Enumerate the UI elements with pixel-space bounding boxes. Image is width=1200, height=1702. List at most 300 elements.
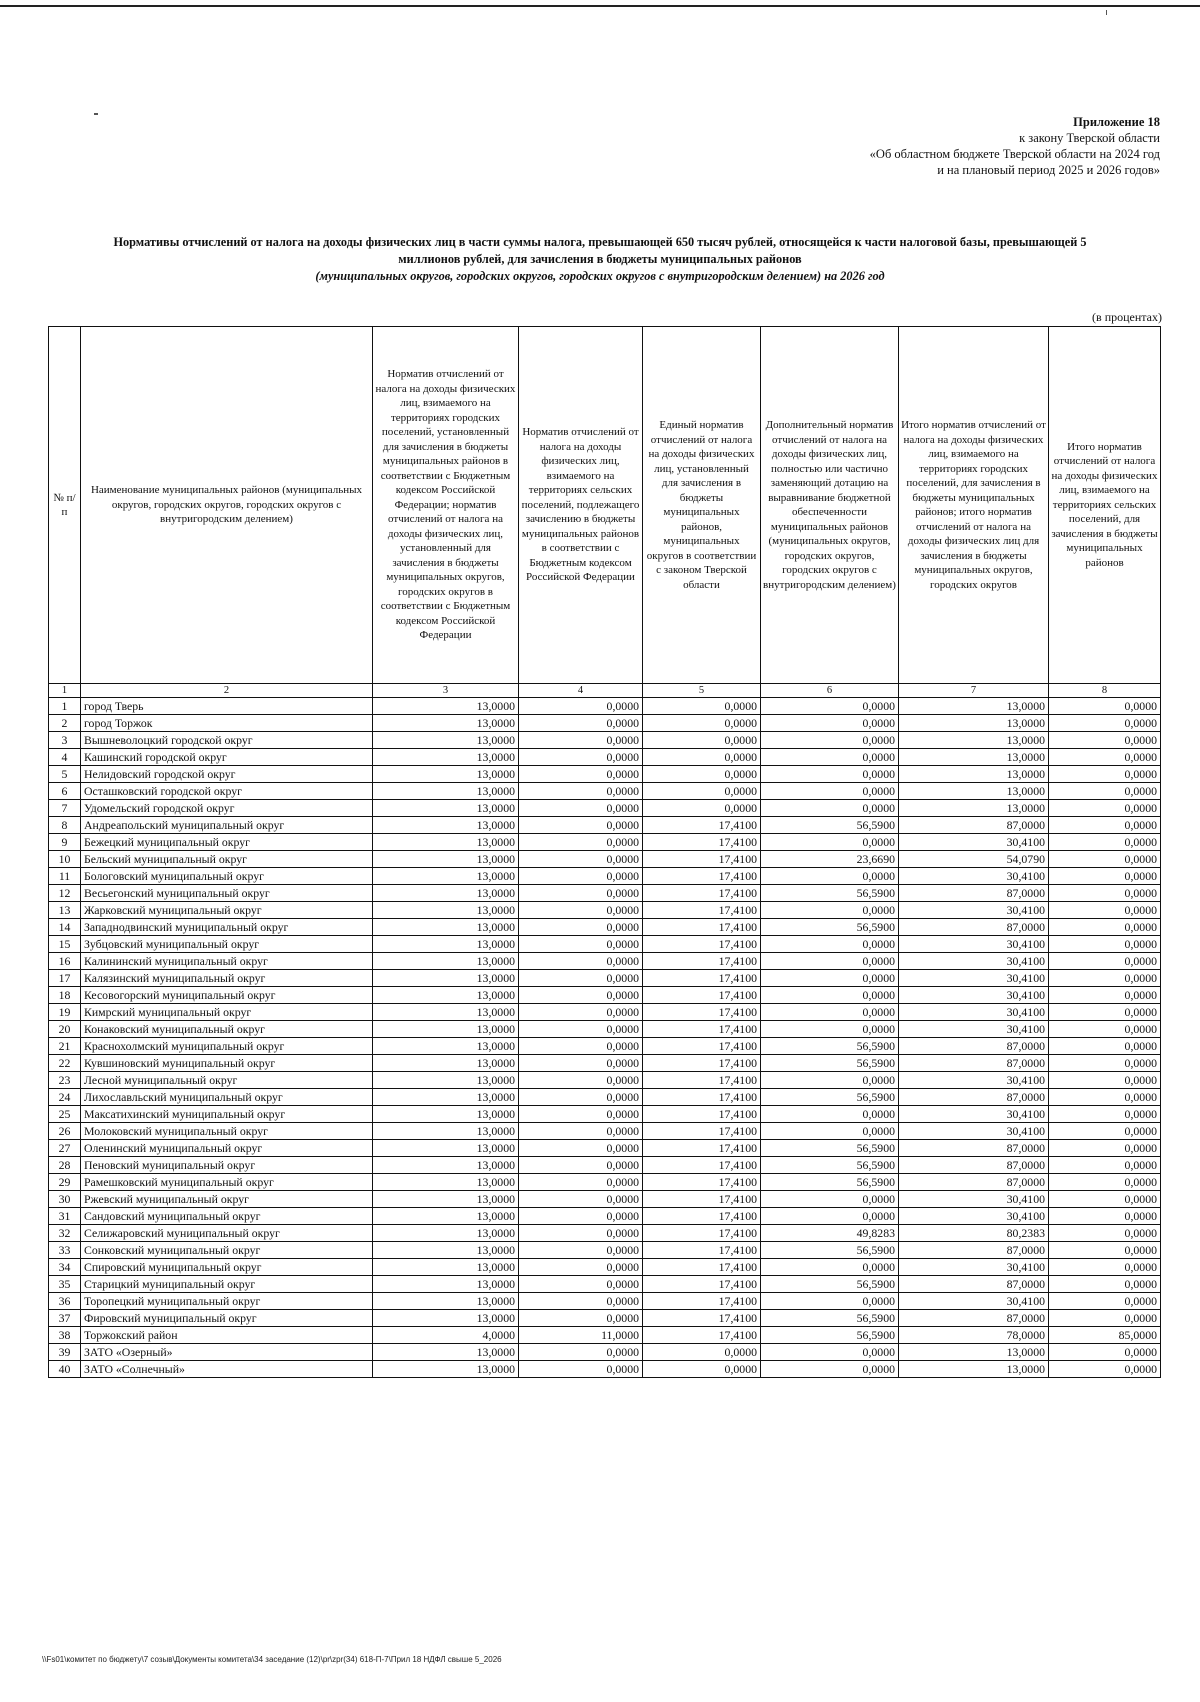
unified-norm-cell: 17,4100 — [643, 902, 761, 919]
row-number: 25 — [49, 1106, 81, 1123]
row-number: 18 — [49, 987, 81, 1004]
table-body — [49, 698, 1161, 1378]
table-row — [49, 1106, 1161, 1123]
row-number: 5 — [49, 766, 81, 783]
total-urban-cell: 13,0000 — [899, 749, 1049, 766]
table-row — [49, 851, 1161, 868]
urban-norm-cell: 13,0000 — [373, 1055, 519, 1072]
table-row — [49, 1174, 1161, 1191]
rural-norm-cell: 0,0000 — [519, 1123, 643, 1140]
table-row — [49, 1140, 1161, 1157]
additional-norm-cell: 0,0000 — [761, 1021, 899, 1038]
additional-norm-cell: 56,5900 — [761, 1157, 899, 1174]
row-number: 13 — [49, 902, 81, 919]
table-row — [49, 698, 1161, 715]
total-rural-cell: 0,0000 — [1049, 834, 1161, 851]
rural-norm-cell: 0,0000 — [519, 851, 643, 868]
additional-norm-cell: 0,0000 — [761, 732, 899, 749]
rural-norm-cell: 0,0000 — [519, 783, 643, 800]
urban-norm-cell: 13,0000 — [373, 817, 519, 834]
rural-norm-cell: 0,0000 — [519, 1191, 643, 1208]
total-urban-cell: 30,4100 — [899, 1021, 1049, 1038]
table-row — [49, 1004, 1161, 1021]
table-row — [49, 936, 1161, 953]
urban-norm-cell: 13,0000 — [373, 1259, 519, 1276]
row-name: Старицкий муниципальный округ — [81, 1276, 373, 1293]
additional-norm-cell: 0,0000 — [761, 1191, 899, 1208]
unified-norm-cell: 17,4100 — [643, 919, 761, 936]
total-urban-cell: 87,0000 — [899, 1276, 1049, 1293]
title-line: Нормативы отчислений от налога на доходы физических лиц в части суммы налога, превышающей 650 тысяч рублей, относящейся к части налоговой базы, превышающей 5 — [113, 235, 1087, 249]
unified-norm-cell: 0,0000 — [643, 732, 761, 749]
rural-norm-cell: 0,0000 — [519, 1140, 643, 1157]
rural-norm-cell: 0,0000 — [519, 800, 643, 817]
rural-norm-cell: 0,0000 — [519, 1242, 643, 1259]
total-rural-cell: 0,0000 — [1049, 1140, 1161, 1157]
total-urban-cell: 54,0790 — [899, 851, 1049, 868]
total-urban-cell: 87,0000 — [899, 1174, 1049, 1191]
total-urban-cell: 87,0000 — [899, 885, 1049, 902]
urban-norm-cell: 13,0000 — [373, 834, 519, 851]
unified-norm-cell: 17,4100 — [643, 1276, 761, 1293]
total-urban-cell: 87,0000 — [899, 1157, 1049, 1174]
row-number: 24 — [49, 1089, 81, 1106]
row-name: Весьегонский муниципальный округ — [81, 885, 373, 902]
urban-norm-cell: 13,0000 — [373, 1123, 519, 1140]
row-number: 8 — [49, 817, 81, 834]
additional-norm-cell: 56,5900 — [761, 1327, 899, 1344]
urban-norm-cell: 13,0000 — [373, 1225, 519, 1242]
row-name: Зубцовский муниципальный округ — [81, 936, 373, 953]
row-name: Краснохолмский муниципальный округ — [81, 1038, 373, 1055]
total-urban-cell: 13,0000 — [899, 1344, 1049, 1361]
row-number: 17 — [49, 970, 81, 987]
total-rural-cell: 0,0000 — [1049, 868, 1161, 885]
rural-norm-cell: 0,0000 — [519, 936, 643, 953]
additional-norm-cell: 0,0000 — [761, 953, 899, 970]
total-urban-cell: 78,0000 — [899, 1327, 1049, 1344]
scan-top-border — [0, 5, 1200, 7]
urban-norm-cell: 13,0000 — [373, 953, 519, 970]
total-rural-cell: 0,0000 — [1049, 1038, 1161, 1055]
total-urban-cell: 30,4100 — [899, 1123, 1049, 1140]
urban-norm-cell: 13,0000 — [373, 783, 519, 800]
additional-norm-cell: 56,5900 — [761, 919, 899, 936]
rural-norm-cell: 0,0000 — [519, 868, 643, 885]
row-name: Западнодвинский муниципальный округ — [81, 919, 373, 936]
row-number: 11 — [49, 868, 81, 885]
table-row — [49, 732, 1161, 749]
rural-norm-cell: 0,0000 — [519, 1310, 643, 1327]
additional-norm-cell: 0,0000 — [761, 834, 899, 851]
header-rural-norm: Норматив отчислений от налога на доходы физических лиц, взимаемого на территориях сельских поселений, подлежащего зачислению в бюджеты муниципальных районов в соответствии с Бюджетным кодексом Российской Федерации — [519, 327, 643, 684]
unified-norm-cell: 17,4100 — [643, 1174, 761, 1191]
unified-norm-cell: 0,0000 — [643, 766, 761, 783]
row-number: 32 — [49, 1225, 81, 1242]
urban-norm-cell: 13,0000 — [373, 868, 519, 885]
rural-norm-cell: 0,0000 — [519, 1106, 643, 1123]
total-rural-cell: 0,0000 — [1049, 1089, 1161, 1106]
row-number: 31 — [49, 1208, 81, 1225]
unified-norm-cell: 17,4100 — [643, 1208, 761, 1225]
header-urban-norm: Норматив отчислений от налога на доходы физических лиц, взимаемого на территориях городских поселений, установленный для зачисления в бюджеты муниципальных районов в соответствии с Бюджетным кодексом Российской Федерации; норматив отчислений от налога на доходы физических лиц, установленный для зачисления в бюджеты муниципальных округов, городских округов в соответствии с Бюджетным кодексом Российской Федерации — [373, 327, 519, 684]
unified-norm-cell: 17,4100 — [643, 1225, 761, 1242]
additional-norm-cell: 0,0000 — [761, 987, 899, 1004]
rural-norm-cell: 0,0000 — [519, 817, 643, 834]
total-urban-cell: 80,2383 — [899, 1225, 1049, 1242]
table-row — [49, 817, 1161, 834]
additional-norm-cell: 56,5900 — [761, 817, 899, 834]
appendix-title: Приложение 18 — [1073, 115, 1160, 129]
unified-norm-cell: 17,4100 — [643, 1089, 761, 1106]
total-urban-cell: 87,0000 — [899, 1055, 1049, 1072]
rural-norm-cell: 0,0000 — [519, 1089, 643, 1106]
table-row — [49, 987, 1161, 1004]
total-urban-cell: 13,0000 — [899, 732, 1049, 749]
additional-norm-cell: 0,0000 — [761, 698, 899, 715]
total-urban-cell: 30,4100 — [899, 1072, 1049, 1089]
total-urban-cell: 87,0000 — [899, 1089, 1049, 1106]
rural-norm-cell: 0,0000 — [519, 919, 643, 936]
total-urban-cell: 30,4100 — [899, 902, 1049, 919]
row-number: 1 — [49, 698, 81, 715]
header-additional-norm: Дополнительный норматив отчислений от налога на доходы физических лиц, полностью или частично заменяющий дотацию на выравнивание бюджетной обеспеченности муниципальных районов (муниципальных округов, городских округов, городских округов с внутригородским делением) — [761, 327, 899, 684]
total-rural-cell: 85,0000 — [1049, 1327, 1161, 1344]
total-urban-cell: 30,4100 — [899, 834, 1049, 851]
total-urban-cell: 13,0000 — [899, 766, 1049, 783]
additional-norm-cell: 0,0000 — [761, 1361, 899, 1378]
urban-norm-cell: 13,0000 — [373, 766, 519, 783]
row-number: 26 — [49, 1123, 81, 1140]
rural-norm-cell: 0,0000 — [519, 902, 643, 919]
row-number: 2 — [49, 715, 81, 732]
row-number: 6 — [49, 783, 81, 800]
row-name: Андреапольский муниципальный округ — [81, 817, 373, 834]
row-name: Пеновский муниципальный округ — [81, 1157, 373, 1174]
rural-norm-cell: 0,0000 — [519, 1021, 643, 1038]
row-name: Бельский муниципальный округ — [81, 851, 373, 868]
unified-norm-cell: 17,4100 — [643, 970, 761, 987]
rural-norm-cell: 0,0000 — [519, 1055, 643, 1072]
additional-norm-cell: 56,5900 — [761, 1038, 899, 1055]
urban-norm-cell: 13,0000 — [373, 1106, 519, 1123]
row-number: 20 — [49, 1021, 81, 1038]
rural-norm-cell: 0,0000 — [519, 834, 643, 851]
total-rural-cell: 0,0000 — [1049, 1225, 1161, 1242]
table-row — [49, 1123, 1161, 1140]
total-rural-cell: 0,0000 — [1049, 1259, 1161, 1276]
total-urban-cell: 30,4100 — [899, 936, 1049, 953]
urban-norm-cell: 13,0000 — [373, 1242, 519, 1259]
additional-norm-cell: 56,5900 — [761, 885, 899, 902]
urban-norm-cell: 13,0000 — [373, 970, 519, 987]
additional-norm-cell: 0,0000 — [761, 783, 899, 800]
row-name: Нелидовский городской округ — [81, 766, 373, 783]
total-rural-cell: 0,0000 — [1049, 1361, 1161, 1378]
row-number: 4 — [49, 749, 81, 766]
row-name: Удомельский городской округ — [81, 800, 373, 817]
row-number: 30 — [49, 1191, 81, 1208]
additional-norm-cell: 0,0000 — [761, 1293, 899, 1310]
total-urban-cell: 87,0000 — [899, 817, 1049, 834]
total-rural-cell: 0,0000 — [1049, 817, 1161, 834]
total-rural-cell: 0,0000 — [1049, 953, 1161, 970]
row-name: Калязинский муниципальный округ — [81, 970, 373, 987]
total-rural-cell: 0,0000 — [1049, 1344, 1161, 1361]
rural-norm-cell: 0,0000 — [519, 1004, 643, 1021]
urban-norm-cell: 13,0000 — [373, 936, 519, 953]
additional-norm-cell: 0,0000 — [761, 1072, 899, 1089]
total-rural-cell: 0,0000 — [1049, 851, 1161, 868]
total-rural-cell: 0,0000 — [1049, 783, 1161, 800]
total-rural-cell: 0,0000 — [1049, 1055, 1161, 1072]
additional-norm-cell: 0,0000 — [761, 1208, 899, 1225]
table-row — [49, 953, 1161, 970]
rural-norm-cell: 0,0000 — [519, 987, 643, 1004]
total-urban-cell: 30,4100 — [899, 868, 1049, 885]
total-rural-cell: 0,0000 — [1049, 766, 1161, 783]
urban-norm-cell: 13,0000 — [373, 885, 519, 902]
row-name: Вышневолоцкий городской округ — [81, 732, 373, 749]
total-rural-cell: 0,0000 — [1049, 970, 1161, 987]
urban-norm-cell: 13,0000 — [373, 1021, 519, 1038]
additional-norm-cell: 0,0000 — [761, 766, 899, 783]
table-row — [49, 1072, 1161, 1089]
row-number: 22 — [49, 1055, 81, 1072]
unified-norm-cell: 0,0000 — [643, 1344, 761, 1361]
appendix-line: и на плановый период 2025 и 2026 годов» — [937, 163, 1160, 177]
row-name: Спировский муниципальный округ — [81, 1259, 373, 1276]
row-name: Оленинский муниципальный округ — [81, 1140, 373, 1157]
total-urban-cell: 30,4100 — [899, 1293, 1049, 1310]
additional-norm-cell: 0,0000 — [761, 749, 899, 766]
total-rural-cell: 0,0000 — [1049, 936, 1161, 953]
row-name: Торжокский район — [81, 1327, 373, 1344]
additional-norm-cell: 0,0000 — [761, 1004, 899, 1021]
row-name: Бежецкий муниципальный округ — [81, 834, 373, 851]
additional-norm-cell: 56,5900 — [761, 1055, 899, 1072]
total-urban-cell: 30,4100 — [899, 1004, 1049, 1021]
rural-norm-cell: 0,0000 — [519, 1072, 643, 1089]
total-urban-cell: 13,0000 — [899, 783, 1049, 800]
total-urban-cell: 13,0000 — [899, 1361, 1049, 1378]
rural-norm-cell: 0,0000 — [519, 698, 643, 715]
unified-norm-cell: 17,4100 — [643, 1259, 761, 1276]
rural-norm-cell: 0,0000 — [519, 1344, 643, 1361]
unified-norm-cell: 17,4100 — [643, 1293, 761, 1310]
total-rural-cell: 0,0000 — [1049, 1157, 1161, 1174]
row-name: Кесовогорский муниципальный округ — [81, 987, 373, 1004]
unified-norm-cell: 17,4100 — [643, 1191, 761, 1208]
table-row — [49, 919, 1161, 936]
rural-norm-cell: 0,0000 — [519, 1157, 643, 1174]
appendix-reference — [560, 114, 1160, 178]
urban-norm-cell: 13,0000 — [373, 1174, 519, 1191]
total-rural-cell: 0,0000 — [1049, 1106, 1161, 1123]
appendix-line: к закону Тверской области — [1019, 131, 1160, 145]
header-total-urban: Итого норматив отчислений от налога на доходы физических лиц, взимаемого на территориях городских поселений, для зачисления в бюджеты муниципальных районов; итого норматив отчислений от налога на доходы физических лиц для зачисления в бюджеты муниципальных округов, городских округов — [899, 327, 1049, 684]
urban-norm-cell: 13,0000 — [373, 1157, 519, 1174]
row-number: 19 — [49, 1004, 81, 1021]
row-name: Бологовский муниципальный округ — [81, 868, 373, 885]
total-rural-cell: 0,0000 — [1049, 1004, 1161, 1021]
unified-norm-cell: 17,4100 — [643, 987, 761, 1004]
additional-norm-cell: 0,0000 — [761, 1344, 899, 1361]
unified-norm-cell: 17,4100 — [643, 817, 761, 834]
total-rural-cell: 0,0000 — [1049, 800, 1161, 817]
unified-norm-cell: 17,4100 — [643, 936, 761, 953]
total-rural-cell: 0,0000 — [1049, 902, 1161, 919]
row-name: город Тверь — [81, 698, 373, 715]
total-urban-cell: 30,4100 — [899, 1208, 1049, 1225]
row-number: 7 — [49, 800, 81, 817]
total-rural-cell: 0,0000 — [1049, 1310, 1161, 1327]
additional-norm-cell: 0,0000 — [761, 800, 899, 817]
urban-norm-cell: 13,0000 — [373, 851, 519, 868]
additional-norm-cell: 56,5900 — [761, 1310, 899, 1327]
unified-norm-cell: 0,0000 — [643, 800, 761, 817]
unified-norm-cell: 17,4100 — [643, 868, 761, 885]
table-row — [49, 1276, 1161, 1293]
table-row — [49, 783, 1161, 800]
row-number: 36 — [49, 1293, 81, 1310]
urban-norm-cell: 13,0000 — [373, 1191, 519, 1208]
rural-norm-cell: 0,0000 — [519, 1208, 643, 1225]
rural-norm-cell: 0,0000 — [519, 1361, 643, 1378]
row-name: Молоковский муниципальный округ — [81, 1123, 373, 1140]
column-number: 7 — [899, 684, 1049, 698]
row-name: Торопецкий муниципальный округ — [81, 1293, 373, 1310]
unified-norm-cell: 17,4100 — [643, 1004, 761, 1021]
urban-norm-cell: 13,0000 — [373, 698, 519, 715]
urban-norm-cell: 13,0000 — [373, 987, 519, 1004]
table-row — [49, 834, 1161, 851]
unified-norm-cell: 0,0000 — [643, 749, 761, 766]
row-number: 29 — [49, 1174, 81, 1191]
urban-norm-cell: 13,0000 — [373, 1344, 519, 1361]
total-rural-cell: 0,0000 — [1049, 1021, 1161, 1038]
row-number: 35 — [49, 1276, 81, 1293]
unified-norm-cell: 17,4100 — [643, 953, 761, 970]
unified-norm-cell: 17,4100 — [643, 1157, 761, 1174]
column-number-row — [49, 684, 1161, 698]
scan-speck — [94, 113, 98, 115]
row-name: Жарковский муниципальный округ — [81, 902, 373, 919]
row-name: Сандовский муниципальный округ — [81, 1208, 373, 1225]
table-row — [49, 800, 1161, 817]
additional-norm-cell: 56,5900 — [761, 1276, 899, 1293]
column-number: 2 — [81, 684, 373, 698]
row-number: 38 — [49, 1327, 81, 1344]
row-name: Лесной муниципальный округ — [81, 1072, 373, 1089]
scan-speck — [1106, 10, 1107, 15]
row-number: 27 — [49, 1140, 81, 1157]
row-name: Калининский муниципальный округ — [81, 953, 373, 970]
additional-norm-cell: 56,5900 — [761, 1089, 899, 1106]
unified-norm-cell: 17,4100 — [643, 1021, 761, 1038]
header-unified-norm: Единый норматив отчислений от налога на доходы физических лиц, установленный для зачисления в бюджеты муниципальных районов, муниципальных округов в соответствии с законом Тверской области — [643, 327, 761, 684]
unified-norm-cell: 17,4100 — [643, 1140, 761, 1157]
urban-norm-cell: 13,0000 — [373, 1208, 519, 1225]
urban-norm-cell: 13,0000 — [373, 1038, 519, 1055]
urban-norm-cell: 13,0000 — [373, 1276, 519, 1293]
unified-norm-cell: 17,4100 — [643, 1106, 761, 1123]
table-row — [49, 1089, 1161, 1106]
table-row — [49, 902, 1161, 919]
title-line: миллионов рублей, для зачисления в бюджеты муниципальных районов — [398, 252, 802, 266]
total-urban-cell: 13,0000 — [899, 715, 1049, 732]
row-number: 10 — [49, 851, 81, 868]
total-rural-cell: 0,0000 — [1049, 1293, 1161, 1310]
norms-table — [48, 326, 1161, 1378]
row-name: Селижаровский муниципальный округ — [81, 1225, 373, 1242]
table-row — [49, 885, 1161, 902]
row-name: Кувшиновский муниципальный округ — [81, 1055, 373, 1072]
total-rural-cell: 0,0000 — [1049, 1123, 1161, 1140]
urban-norm-cell: 13,0000 — [373, 715, 519, 732]
rural-norm-cell: 0,0000 — [519, 970, 643, 987]
total-rural-cell: 0,0000 — [1049, 987, 1161, 1004]
rural-norm-cell: 0,0000 — [519, 1293, 643, 1310]
urban-norm-cell: 13,0000 — [373, 800, 519, 817]
total-urban-cell: 30,4100 — [899, 1191, 1049, 1208]
row-name: Лихославльский муниципальный округ — [81, 1089, 373, 1106]
rural-norm-cell: 0,0000 — [519, 885, 643, 902]
additional-norm-cell: 0,0000 — [761, 970, 899, 987]
urban-norm-cell: 13,0000 — [373, 732, 519, 749]
total-urban-cell: 87,0000 — [899, 919, 1049, 936]
row-number: 21 — [49, 1038, 81, 1055]
column-number: 3 — [373, 684, 519, 698]
header-row — [49, 327, 1161, 684]
additional-norm-cell: 0,0000 — [761, 902, 899, 919]
additional-norm-cell: 0,0000 — [761, 868, 899, 885]
unified-norm-cell: 17,4100 — [643, 1072, 761, 1089]
row-number: 28 — [49, 1157, 81, 1174]
total-urban-cell: 87,0000 — [899, 1242, 1049, 1259]
unified-norm-cell: 17,4100 — [643, 1038, 761, 1055]
rural-norm-cell: 0,0000 — [519, 1038, 643, 1055]
total-rural-cell: 0,0000 — [1049, 715, 1161, 732]
header-name: Наименование муниципальных районов (муниципальных округов, городских округов, городских округов с внутригородским делением) — [81, 327, 373, 684]
total-urban-cell: 30,4100 — [899, 1106, 1049, 1123]
total-rural-cell: 0,0000 — [1049, 698, 1161, 715]
table-row — [49, 1259, 1161, 1276]
rural-norm-cell: 0,0000 — [519, 1276, 643, 1293]
total-urban-cell: 87,0000 — [899, 1140, 1049, 1157]
row-name: Максатихинский муниципальный округ — [81, 1106, 373, 1123]
total-rural-cell: 0,0000 — [1049, 919, 1161, 936]
row-name: Фировский муниципальный округ — [81, 1310, 373, 1327]
row-number: 15 — [49, 936, 81, 953]
rural-norm-cell: 11,0000 — [519, 1327, 643, 1344]
urban-norm-cell: 13,0000 — [373, 1310, 519, 1327]
row-number: 23 — [49, 1072, 81, 1089]
rural-norm-cell: 0,0000 — [519, 749, 643, 766]
unified-norm-cell: 0,0000 — [643, 783, 761, 800]
row-number: 39 — [49, 1344, 81, 1361]
additional-norm-cell: 49,8283 — [761, 1225, 899, 1242]
total-rural-cell: 0,0000 — [1049, 885, 1161, 902]
unified-norm-cell: 17,4100 — [643, 885, 761, 902]
rural-norm-cell: 0,0000 — [519, 1174, 643, 1191]
urban-norm-cell: 13,0000 — [373, 749, 519, 766]
additional-norm-cell: 0,0000 — [761, 1123, 899, 1140]
table-row — [49, 1157, 1161, 1174]
table-row — [49, 1361, 1161, 1378]
title-line: (муниципальных округов, городских округов, городских округов с внутригородским делением) на 2026 год — [315, 269, 885, 283]
row-name: ЗАТО «Озерный» — [81, 1344, 373, 1361]
